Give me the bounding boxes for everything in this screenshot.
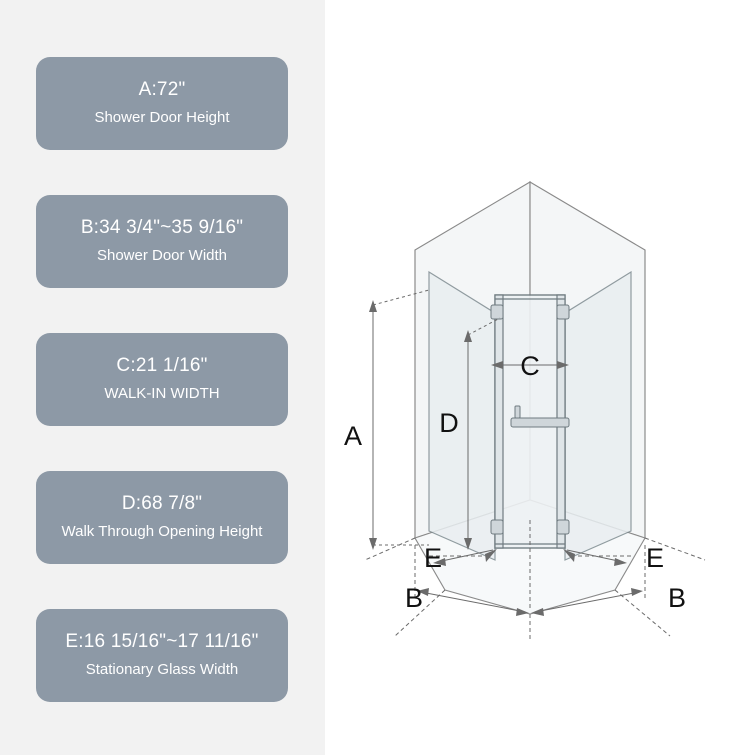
legend-item-c (36, 333, 288, 426)
legend-item-a (36, 57, 288, 150)
dimension-label-c: C (520, 351, 540, 381)
legend-item-e-description: Stationary Glass Width (85, 660, 239, 678)
legend-item-d-code: D:68 7/8" (121, 492, 203, 514)
dimension-label-a: A (343, 421, 363, 451)
legend-item-b (36, 195, 288, 288)
legend-item-b-description: Shower Door Width (96, 246, 228, 264)
legend-item-c-code: C:21 1/16" (116, 354, 208, 376)
legend-panel (0, 0, 325, 755)
dimension-label-b-right: B (667, 583, 687, 613)
legend-item-a-code: A:72" (138, 78, 186, 100)
legend-item-e (36, 609, 288, 702)
dimension-label-e-right: E (645, 543, 665, 573)
legend-item-e-code: E:16 15/16"~17 11/16" (65, 630, 259, 652)
dimension-label-e-left: E (423, 543, 443, 573)
dimension-label-b-left: B (404, 583, 424, 613)
legend-item-b-code: B:34 3/4"~35 9/16" (80, 216, 244, 238)
legend-item-a-description: Shower Door Height (94, 108, 230, 126)
dimension-label-d: D (439, 408, 459, 438)
legend-item-d-description: Walk Through Opening Height (61, 522, 263, 540)
legend-item-d (36, 471, 288, 564)
shower-enclosure-drawing (325, 0, 755, 755)
legend-item-c-description: WALK-IN WIDTH (104, 384, 220, 402)
glass-panels (429, 272, 631, 560)
